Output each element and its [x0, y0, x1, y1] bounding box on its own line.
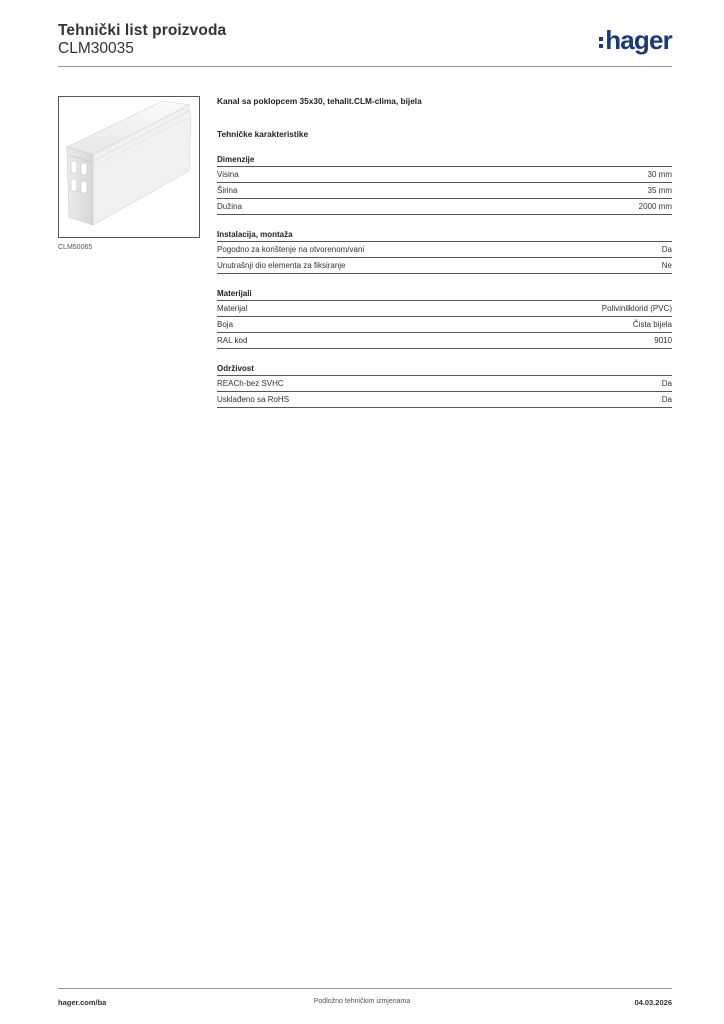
image-caption: CLM50065: [58, 244, 93, 251]
group-title: Materijali: [217, 288, 672, 301]
footer-divider: [58, 988, 672, 989]
row-value: Čista bijela: [632, 320, 672, 329]
group-installation: [217, 229, 672, 274]
group-dimensions: [217, 154, 672, 215]
table-row: [217, 242, 672, 258]
group-title: Instalacija, montaža: [217, 229, 672, 242]
row-label: Materijal: [217, 304, 248, 313]
row-label: Boja: [217, 320, 234, 329]
row-label: Dužina: [217, 202, 242, 211]
table-row: [217, 167, 672, 183]
row-label: Unutrašnji dio elementa za fiksiranje: [217, 261, 346, 270]
group-sustainability: [217, 363, 672, 408]
table-row: [217, 199, 672, 215]
row-value: 30 mm: [647, 170, 672, 179]
row-value: Da: [661, 245, 672, 254]
product-code: CLM30035: [58, 40, 134, 57]
table-row: [217, 317, 672, 333]
row-label: Širina: [217, 186, 238, 195]
table-row: [217, 258, 672, 274]
hager-logo[interactable]: [599, 26, 672, 54]
row-label: Usklađeno sa RoHS: [217, 395, 290, 404]
footer-note: Podložno tehničkim izmjenama: [313, 998, 411, 1005]
row-value: Polivinilklorid (PVC): [601, 304, 672, 313]
group-title: Održivost: [217, 363, 672, 376]
footer-date: 04.03.2026: [634, 998, 672, 1007]
row-value: Ne: [661, 261, 672, 270]
table-row: [217, 376, 672, 392]
table-row: [217, 183, 672, 199]
logo-text: hager: [605, 25, 672, 55]
row-label: RAL kod: [217, 336, 248, 345]
table-row: [217, 392, 672, 408]
group-materials: [217, 288, 672, 349]
product-title: Kanal sa poklopcem 35x30, tehalit.CLM-clima, bijela: [217, 96, 422, 106]
row-value: 9010: [654, 336, 672, 345]
table-row: [217, 301, 672, 317]
row-label: Visina: [217, 170, 239, 179]
product-image: [58, 96, 200, 238]
footer-website-link[interactable]: hager.com/ba: [58, 998, 107, 1007]
row-label: REACh-bez SVHC: [217, 379, 284, 388]
row-value: Da: [661, 379, 672, 388]
logo-dots-icon: [599, 37, 603, 48]
row-value: Da: [661, 395, 672, 404]
product-details: [217, 95, 672, 408]
cable-duct-image: [59, 97, 199, 237]
row-label: Pogodno za korištenje na otvorenom/vani: [217, 245, 365, 254]
header-divider: [58, 66, 672, 67]
table-row: [217, 333, 672, 349]
page-title: Tehnički list proizvoda: [58, 22, 227, 39]
group-title: Dimenzije: [217, 154, 672, 167]
row-value: 2000 mm: [638, 202, 672, 211]
characteristics-heading: Tehničke karakteristike: [217, 129, 309, 139]
row-value: 35 mm: [647, 186, 672, 195]
